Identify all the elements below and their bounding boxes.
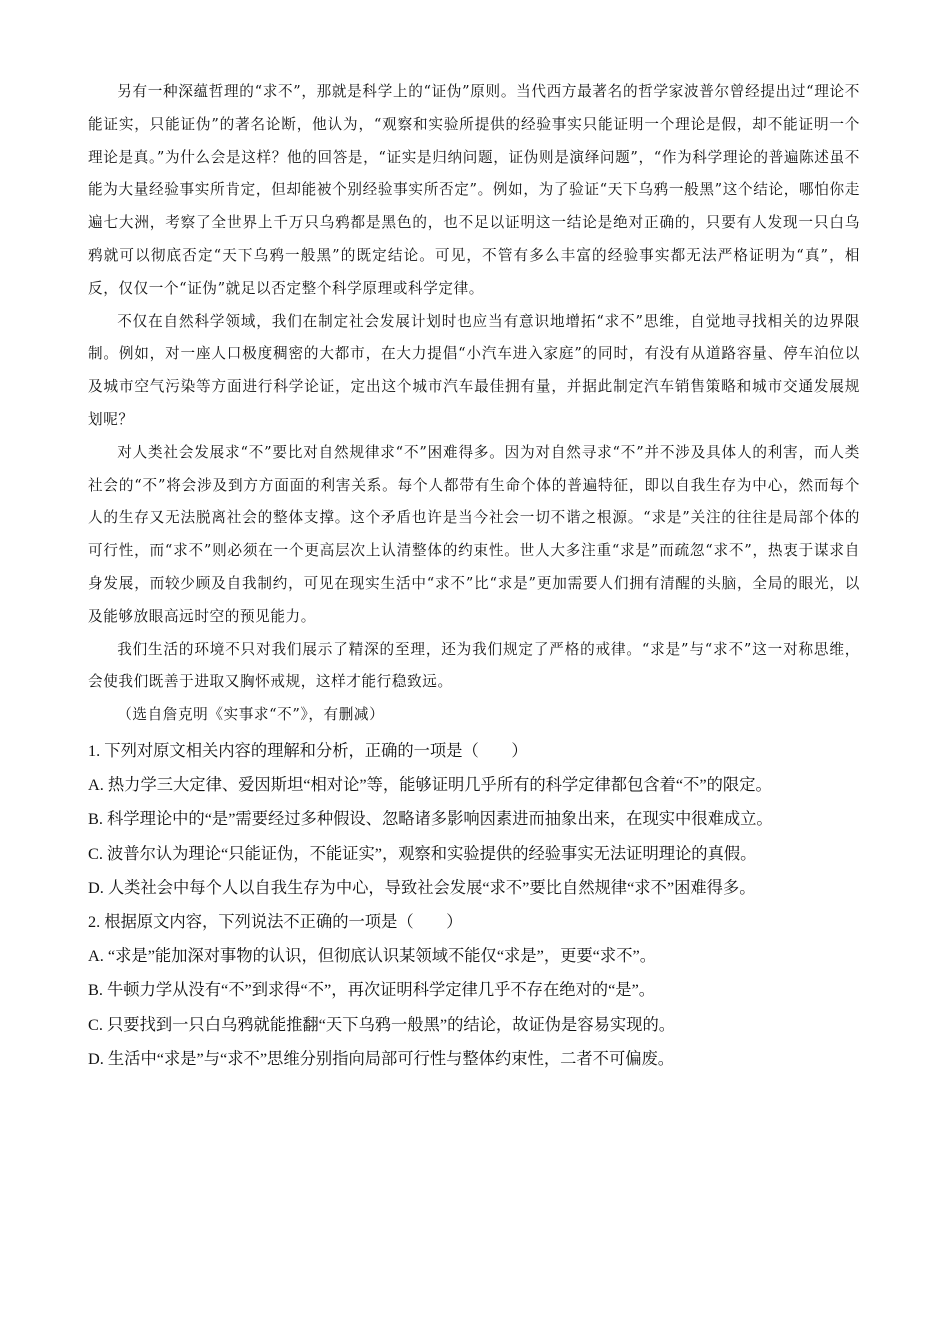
question-stem: 2. 根据原文内容，下列说法不正确的一项是（ ） — [88, 911, 463, 931]
passage-paragraph-2: 不仅在自然科学领域，我们在制定社会发展计划时也应当有意识地增拓“求不”思维，自觉地寻找相关的边界限制。例如，对一座人口极度稠密的大都市，在大力提倡“小汽车进入家庭”的同时，有没有从道路容量、停车泊位以及城市空气污染等方面进行科学论证，定出这个城市汽车最佳拥有量，并据此制定汽车销售策略和城市交通发展规划呢？ — [88, 312, 860, 428]
question-1-option-a[interactable]: A. 热力学三大定律、爱因斯坦“相对论”等，能够证明几乎所有的科学定律都包含着“不”的限定。 — [88, 775, 772, 795]
question-2 — [88, 905, 860, 1076]
question-1-option-b[interactable]: B. 科学理论中的“是”需要经过多种假设、忽略诸多影响因素进而抽象出来，在现实中很难成立。 — [88, 809, 773, 829]
passage-source: （选自詹克明《实事求“不”》，有删减） — [117, 706, 385, 724]
question-1-option-d[interactable]: D. 人类社会中每个人以自我生存为中心，导致社会发展“求不”要比自然规律“求不”困难得多。 — [88, 877, 756, 897]
question-2-option-b[interactable]: B. 牛顿力学从没有“不”到求得“不”，再次证明科学定律几乎不存在绝对的“是”。 — [88, 980, 656, 1000]
exam-page — [88, 76, 860, 1076]
question-2-option-d[interactable]: D. 生活中“求是”与“求不”思维分别指向局部可行性与整体约束性，二者不可偏废。 — [88, 1048, 675, 1068]
question-stem: 1. 下列对原文相关内容的理解和分析，正确的一项是（ ） — [88, 740, 528, 760]
reading-passage — [88, 76, 860, 732]
question-2-option-a[interactable]: A. “求是”能加深对事物的认识，但彻底认识某领域不能仅“求是”，更要“求不”。 — [88, 946, 656, 966]
question-list — [88, 734, 860, 1076]
passage-paragraph-4: 我们生活的环境不只对我们展示了精深的至理，还为我们规定了严格的戒律。“求是”与“求不”这一对称思维，会使我们既善于进取又胸怀戒规，这样才能行稳致远。 — [88, 640, 860, 691]
question-1 — [88, 734, 860, 905]
question-1-option-c[interactable]: C. 波普尔认为理论“只能证伪，不能证实”，观察和实验提供的经验事实无法证明理论的真假。 — [88, 843, 757, 863]
question-2-option-c[interactable]: C. 只要找到一只白乌鸦就能推翻“天下乌鸦一般黑”的结论，故证伪是容易实现的。 — [88, 1014, 676, 1034]
passage-paragraph-1: 另有一种深蕴哲理的“求不”，那就是科学上的“证伪”原则。当代西方最著名的哲学家波普尔曾经提出过“理论不能证实，只能证伪”的著名论断，他认为，“观察和实验所提供的经验事实只能证明一个理论是假，却不能证明一个理论是真。”为什么会是这样？他的回答是，“证实是归纳问题，证伪则是演绎问题”，“作为科学理论的普遍陈述虽不能为大量经验事实所肯定，但却能被个别经验事实所否定”。例如，为了验证“天下乌鸦一般黑”这个结论，哪怕你走遍七大洲，考察了全世界上千万只乌鸦都是黑色的，也不足以证明这一结论是绝对正确的，只要有人发现一只白乌鸦就可以彻底否定“天下乌鸦一般黑”的既定结论。可见，不管有多么丰富的经验事实都无法严格证明为“真”，相反，仅仅一个“证伪”就足以否定整个科学原理或科学定律。 — [88, 83, 860, 297]
passage-paragraph-3: 对人类社会发展求“不”要比对自然规律求“不”困难得多。因为对自然寻求“不”并不涉及具体人的利害，而人类社会的“不”将会涉及到方方面面的利害关系。每个人都带有生命个体的普遍特征，即以自我生存为中心，然而每个人的生存又无法脱离社会的整体支撑。这个矛盾也许是当今社会一切不谐之根源。“求是”关注的往往是局部个体的可行性，而“求不”则必须在一个更高层次上认清整体的约束性。世人大多注重“求是”而疏忽“求不”，热衷于谋求自身发展，而较少顾及自我制约，可见在现实生活中“求不”比“求是”更加需要人们拥有清醒的头脑，全局的眼光，以及能够放眼高远时空的预见能力。 — [88, 443, 860, 625]
